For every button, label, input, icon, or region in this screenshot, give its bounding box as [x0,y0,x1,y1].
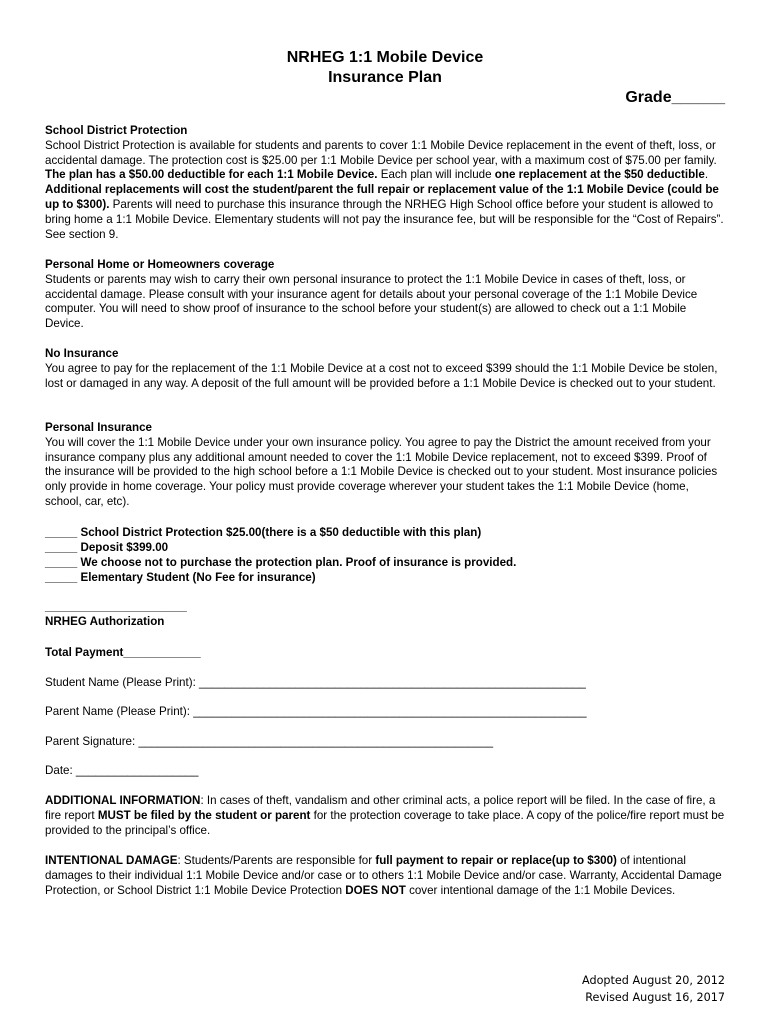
authorization-signature-line[interactable]: ______________________ [45,600,187,613]
section-heading: School District Protection [45,124,188,137]
section-personal-insurance [45,421,725,510]
total-payment-field[interactable]: Total Payment____________ [45,646,201,659]
document-title-line2: Insurance Plan [328,69,442,86]
section-heading: Personal Home or Homeowners coverage [45,258,275,271]
student-name-field[interactable]: Student Name (Please Print): ____________________________________________________________ [45,676,586,689]
section-heading: No Insurance [45,347,119,360]
section-text: Students or parents may wish to carry their own personal insurance to protect the 1:1 Mobile Device in cases of theft, loss, or accidental damage. Please consult with your insurance agent for details about your personal coverage of the 1:1 Mobile Device computer. You will need to show proof of insurance to the school before your student(s) are allowed to check out a 1:1 Mobile Device. [45,272,698,331]
adopted-date: Adopted August 20, 2012 [582,974,725,987]
document-title-line1: NRHEG 1:1 Mobile Device [286,49,484,66]
parent-signature-field[interactable]: Parent Signature: _______________________________________________________ [45,735,494,748]
authorization-label: NRHEG Authorization [45,615,165,628]
date-field[interactable]: Date: ___________________ [45,764,199,777]
option-elementary-student[interactable]: _____ Elementary Student (No Fee for insurance) [45,571,316,584]
section-personal-home-coverage [45,258,725,332]
section-additional-information [45,794,725,838]
grade-field[interactable]: Grade______ [625,89,725,106]
section-text: ADDITIONAL INFORMATION: In cases of theft, vandalism and other criminal acts, a police report will be filed. In the case of fire, a fire report MUST be filed by the student or parent for the protection coverage to take place. A copy of the police/fire report must be provided to the principal’s office. [45,794,725,837]
section-heading: Personal Insurance [45,421,152,434]
section-text: You agree to pay for the replacement of the 1:1 Mobile Device at a cost not to exceed $399 should the 1:1 Mobile Device be stolen, lost or damaged in any way. A deposit of the full amount will be provided before a 1:1 Mobile Device is checked out to your student. [45,361,718,390]
parent-name-field[interactable]: Parent Name (Please Print): _____________________________________________________________ [45,705,587,718]
option-deposit[interactable]: _____ Deposit $399.00 [45,541,169,554]
option-school-district-protection[interactable]: _____ School District Protection $25.00(there is a $50 deductible with this plan) [45,526,482,539]
section-text: School District Protection is available for students and parents to cover 1:1 Mobile Device replacement in the event of theft, loss, or accidental damage. The protection cost is $25.00 per 1:1 Mobile Device per school year, with a maximum cost of $75.00 per family. The plan has a $50.00 deductible for each 1:1 Mobile Device. Each plan will include one replacement at the $50 deductible. Additional replacements will cost the student/parent the full repair or replacement value of the 1:1 Mobile Device (could be up to $300). Parents will need to purchase this insurance through the NRHEG High School office before your student is allowed to bring home a 1:1 Mobile Device. Elementary students will not pay the insurance fee, but will be responsible for the “Cost of Repairs”. See section 9. [45,138,724,241]
option-no-protection[interactable]: _____ We choose not to purchase the protection plan. Proof of insurance is provided. [45,556,517,569]
revised-date: Revised August 16, 2017 [585,991,725,1004]
section-school-district-protection [45,124,725,242]
section-intentional-damage [45,854,725,898]
section-text: INTENTIONAL DAMAGE: Students/Parents are responsible for full payment to repair or replace(up to $300) of intentional damages to their individual 1:1 Mobile Device and/or case or to others 1:1 Mobile Device and/or case. Warranty, Accidental Damage Protection, or School District 1:1 Mobile Device Protection DOES NOT cover intentional damage of the 1:1 Mobile Devices. [45,854,722,897]
section-text: You will cover the 1:1 Mobile Device under your own insurance policy. You agree to pay the District the amount received from your insurance company plus any additional amount needed to cover the 1:1 Mobile Device replacement, not to exceed $399. Proof of the insurance will be provided to the high school before a 1:1 Mobile Device is checked out to your student. Most insurance policies only provide in home coverage. Your policy must provide coverage wherever your student takes the 1:1 Mobile Device (home, school, car, etc). [45,435,718,508]
section-no-insurance [45,347,725,391]
